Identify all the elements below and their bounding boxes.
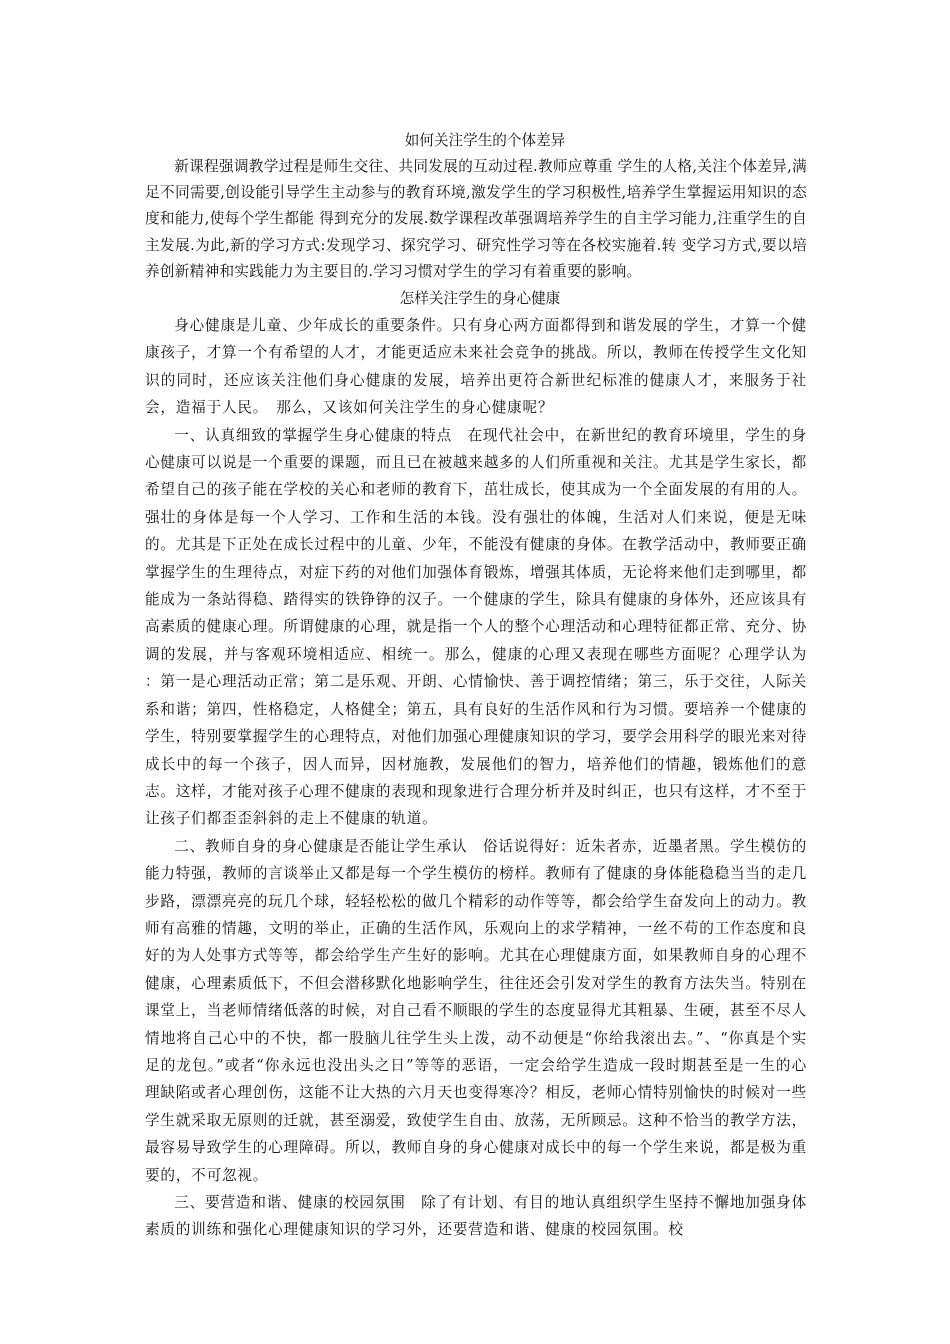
paragraph-4: 三、要营造和谐、健康的校园氛围 除了有计划、有目的地认真组织学生坚持不懈地加强身体素质的训练和强化心理健康知识的学习外，还要营造和谐、健康的校园氛围。校 <box>145 1194 807 1239</box>
paragraph-2: 一、认真细致的掌握学生身心健康的特点 在现代社会中，在新世纪的教育环境里，学生的身心健康可以说是一个重要的课题，而且已在被越来越多的人们所重视和关注。尤其是学生家长，都希望自己的孩子能在学校的关心和老师的教育下，茁壮成长，使其成为一个全面发展的有用的人。强壮的身体是每一个人学习、工作和生活的本钱。没有强壮的体魄，生活对人们来说，便是无味的。尤其是下正处在成长过程中的儿童、少年，不能没有健康的身体。在教学活动中，教师要正确掌握学生的生理待点，对症下药的对他们加强体育锻炼，增强其体质，无论将来他们走到哪里，都能成为一条站得稳、踏得实的铁铮铮的汉子。一个健康的学生，除具有健康的身体外，还应该具有高素质的健康心理。所谓健康的心理，就是指一个人的整个心理活动和心理特征都正常、充分、协调的发展，并与客观环境相适应、相统一。那么，健康的心理又表现在哪些方面呢？心理学认为 ：第一是心理活动正常；第二是乐观、开朗、心情愉快、善于调控情绪；第三，乐于交往，人际关系和谐；第四，性格稳定，人格健全；第五，具有良好的生活作风和行为习惯。要培养一个健康的学生，特别要掌握学生的心理特点，对他们加强心理健康知识的学习，要学会用科学的眼光来对待成长中的每一个孩子，因人而异，因材施教，发展他们的智力，培养他们的情趣，锻炼他们的意志。这样，才能对孩子心理不健康的表现和现象进行合理分析并及时纠正，也只有这样，才不至于让孩子们都歪歪斜斜的走上不健康的轨道。 <box>145 426 807 828</box>
intro-paragraph: 新课程强调教学过程是师生交往、共同发展的互动过程.教师应尊重 学生的人格,关注个体差异,满足不同需要,创设能引导学生主动参与的教育环境,激发学生的学习积极性,培养学生掌握运用知识的态度和能力,使每个学生都能 得到充分的发展.数学课程改革强调培养学生的自主学习能力,注重学生的自主发展.为此,新的学习方式:发现学习、探究学习、研究性学习等在各校实施着.转 变学习方式,要以培养创新精神和实践能力为主要目的.学习习惯对学生的学习有着重要的影响。 <box>145 158 807 280</box>
paragraph-3: 二、教师自身的身心健康是否能让学生承认 俗话说得好：近朱者赤，近墨者黑。学生模仿的能力特强，教师的言谈举止又都是每一个学生模仿的榜样。教师有了健康的身体能稳稳当当的走几步路，漂漂亮亮的玩几个球，轻轻松松的做几个精彩的动作等等，都会给学生奋发向上的动力。教师有高雅的情趣，文明的举止，正确的生活作风，乐观向上的求学精神，一丝不苟的工作态度和良好的为人处事方式等等，都会给学生产生好的影响。尤其在心理健康方面，如果教师自身的心理不健康，心理素质低下，不但会潜移默化地影响学生，往往还会引发对学生的教育方法失当。特别在课堂上，当老师情绪低落的时候，对自己看不顺眼的学生的态度显得尤其粗暴、生硬，甚至不尽人情地将自己心中的不快，都一股脑儿往学生头上泼，动不动便是“你给我滚出去。”、“你真是个实足的龙包。”或者“你永远也没出头之日”等等的恶语，一定会给学生造成一段时期甚至是一生的心理缺陷或者心理创伤，这能不让大热的六月天也变得寒冷？相反，老师心情特别愉快的时候对一些学生就采取无原则的迁就，甚至溺爱，致使学生自由、放荡，无所顾忌。这种不恰当的教学方法，最容易导致学生的心理障碍。所以，教师自身的身心健康对成长中的每一个学生来说，都是极为重要的，不可忽视。 <box>145 837 807 1184</box>
paragraph-1: 身心健康是儿童、少年成长的重要条件。只有身心两方面都得到和谐发展的学生，才算一个健康孩子，才算一个有希望的人才，才能更适应未来社会竞争的挑战。所以，教师在传授学生文化知识的同时，还应该关注他们身心健康的发展，培养出更符合新世纪标准的健康人才，来服务于社会，造福于人民。 那么，又该如何关注学生的身心健康呢？ <box>145 317 807 417</box>
document-page <box>145 128 807 1244</box>
section-title: 怎样关注学生的身心健康 <box>399 290 561 308</box>
document-title: 如何关注学生的个体差异 <box>404 132 566 149</box>
